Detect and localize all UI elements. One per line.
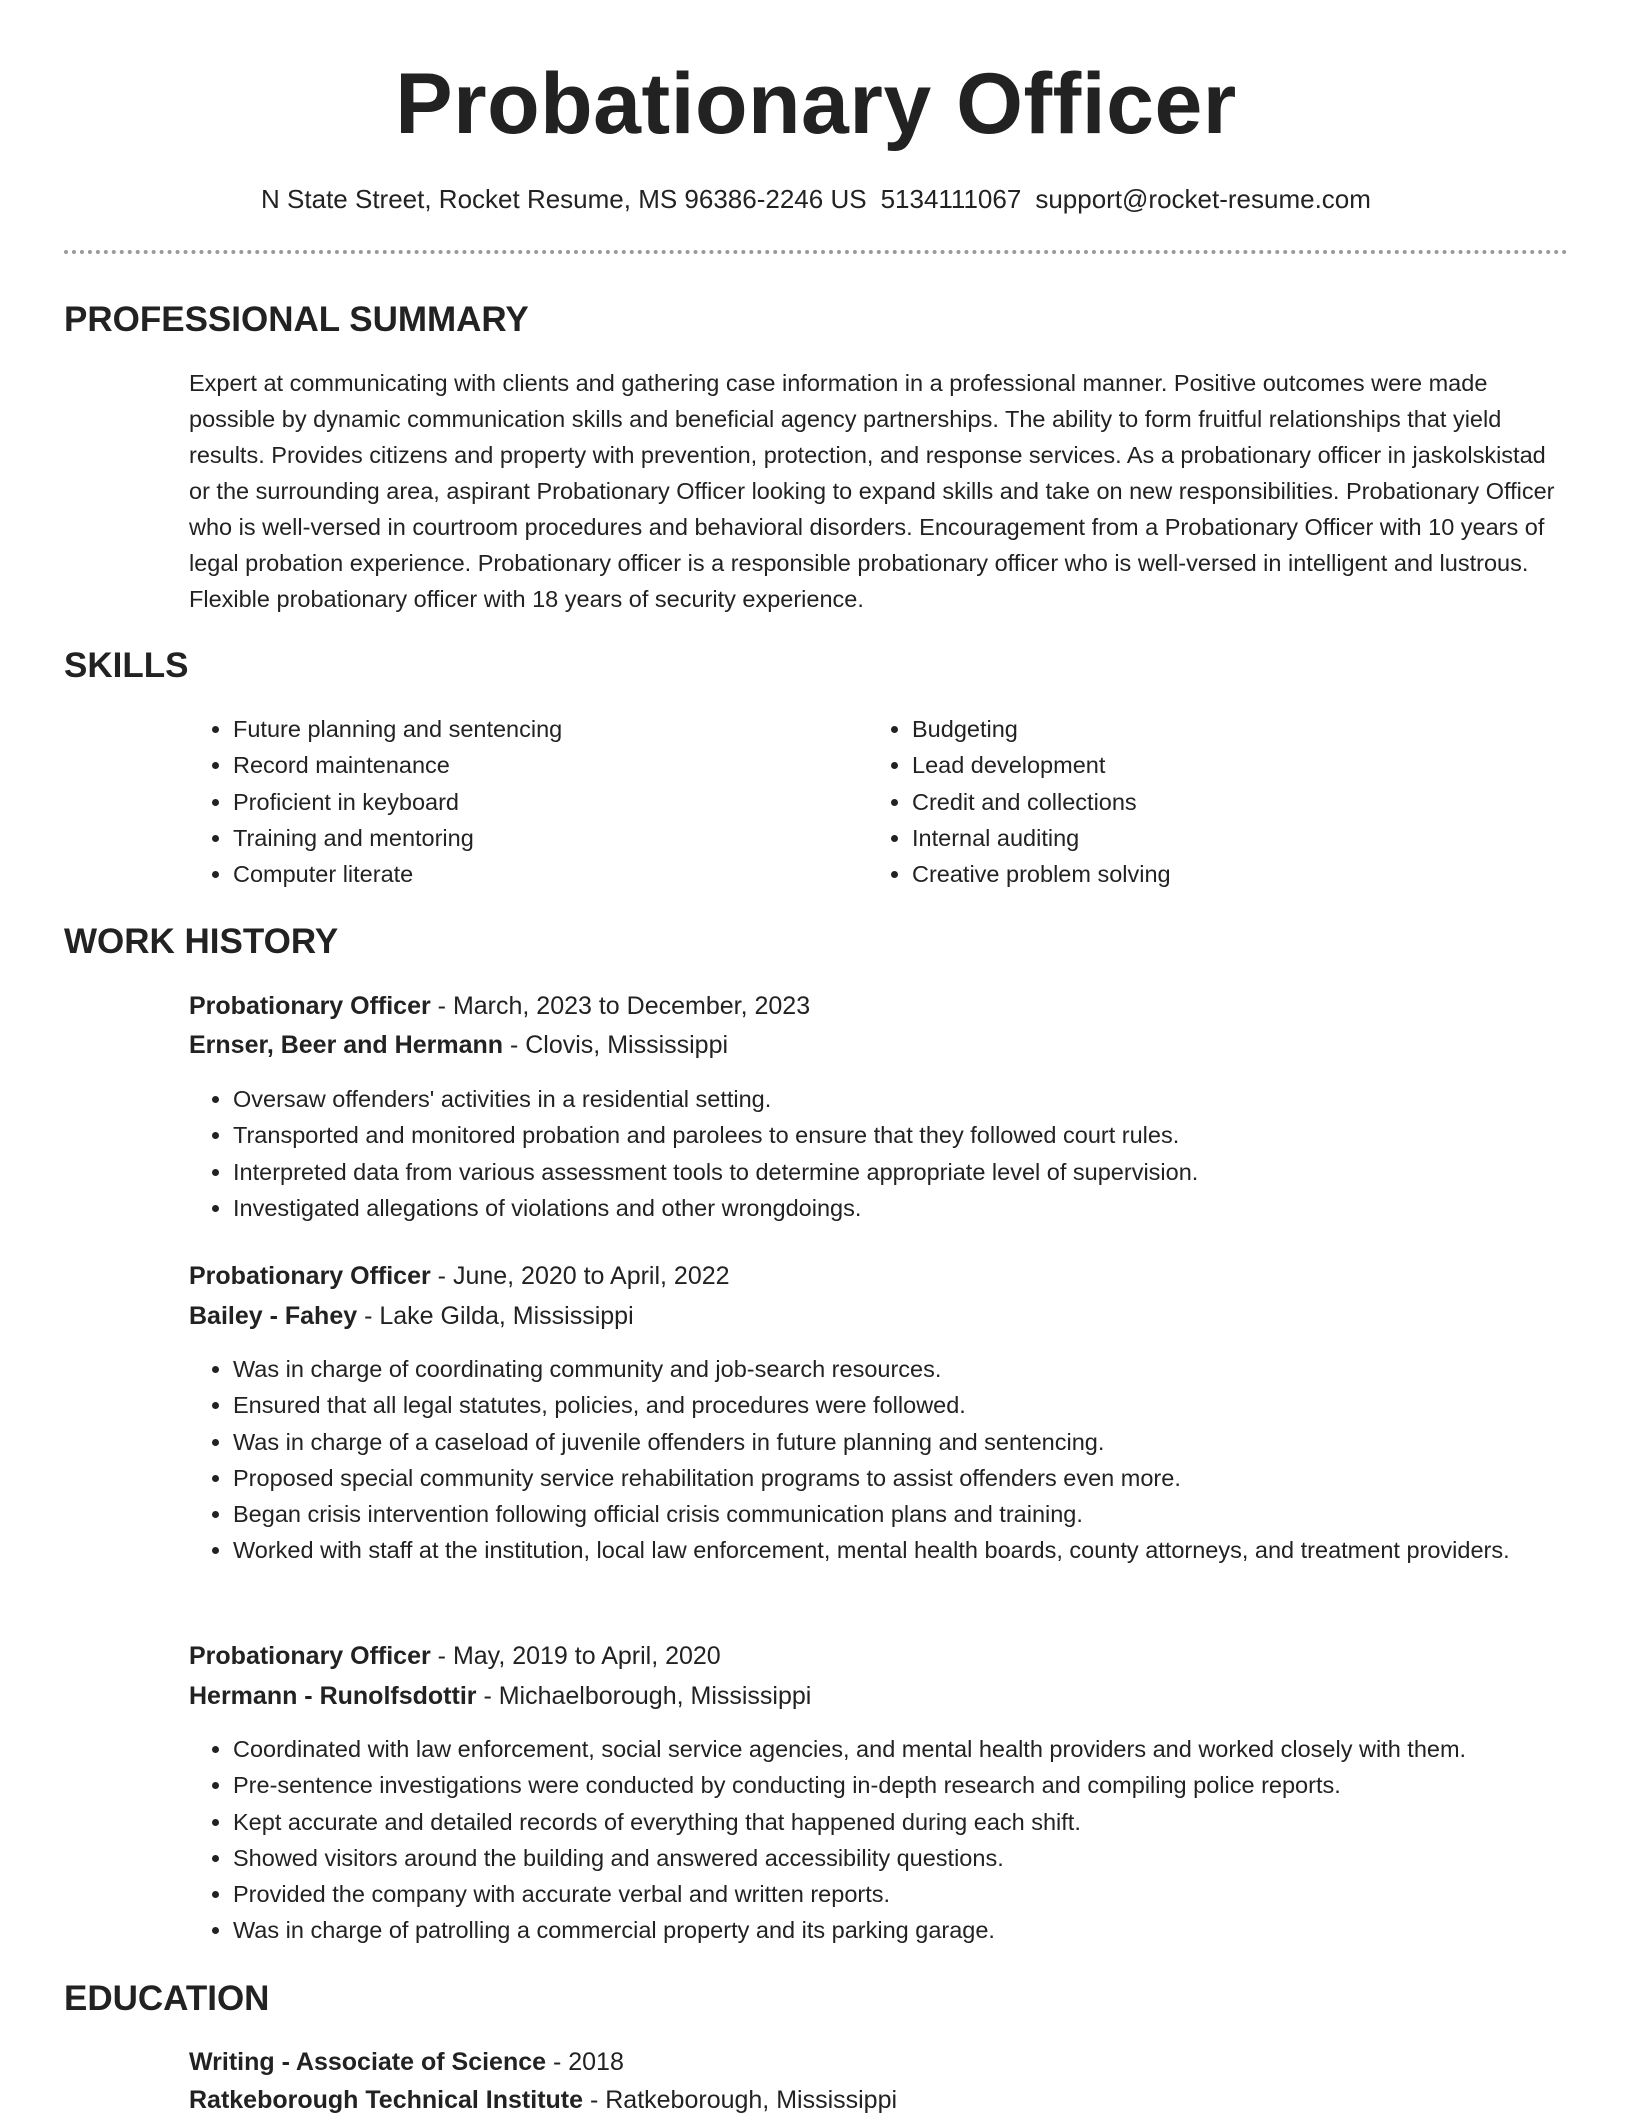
job-location: - Lake Gilda, Mississippi <box>357 1302 634 1330</box>
job-bullet: • Provided the company with accurate verbal and written reports. <box>233 1876 1632 1912</box>
contact-phone: 5134111067 <box>880 184 1022 214</box>
skills-list-left <box>189 711 853 892</box>
skill-item: • Budgeting <box>912 711 1532 747</box>
contact-address: N State Street, Rocket Resume, MS 96386-2246 US <box>261 184 867 214</box>
skill-item: • Internal auditing <box>912 820 1532 856</box>
job-location: - Clovis, Mississippi <box>503 1031 729 1059</box>
job-bullet: • Investigated allegations of violations and other wrongdoings. <box>233 1190 1613 1226</box>
job-bullets <box>189 1351 1573 1569</box>
job-bullet: • Was in charge of patrolling a commercial property and its parking garage. <box>233 1912 1632 1948</box>
education-school-line <box>189 2082 897 2118</box>
skill-item: • Creative problem solving <box>912 856 1532 892</box>
skill-item: • Credit and collections <box>912 784 1532 820</box>
job-title-line <box>189 1638 721 1674</box>
skill-item: • Future planning and sentencing <box>233 711 853 747</box>
skill-item: • Computer literate <box>233 856 853 892</box>
job-bullet: • Transported and monitored probation and parolees to ensure that they followed court rules. <box>233 1117 1613 1153</box>
job-company-line <box>189 1298 634 1334</box>
skill-item: • Training and mentoring <box>233 820 853 856</box>
job-dates: - June, 2020 to April, 2022 <box>430 1262 730 1290</box>
section-title-summary: PROFESSIONAL SUMMARY <box>64 300 529 339</box>
education-school: Ratkeborough Technical Institute <box>189 2086 584 2114</box>
job-company-line <box>189 1027 728 1063</box>
job-bullet: • Interpreted data from various assessment tools to determine appropriate level of supervision. <box>233 1154 1613 1190</box>
job-company: Bailey - Fahey <box>189 1302 358 1330</box>
job-bullet: • Oversaw offenders' activities in a residential setting. <box>233 1081 1613 1117</box>
job-bullet: • Pre-sentence investigations were conducted by conducting in-depth research and compiling police reports. <box>233 1767 1632 1803</box>
job-role: Probationary Officer <box>189 1642 431 1670</box>
job-bullets <box>189 1731 1632 1949</box>
job-bullet: • Showed visitors around the building and answered accessibility questions. <box>233 1840 1632 1876</box>
job-bullet: • Proposed special community service rehabilitation programs to assist offenders even more. <box>233 1460 1573 1496</box>
job-bullet: • Worked with staff at the institution, local law enforcement, mental health boards, county attorneys, and treatment providers. <box>233 1532 1573 1568</box>
section-title-work-history: WORK HISTORY <box>64 922 339 961</box>
job-bullet: • Ensured that all legal statutes, policies, and procedures were followed. <box>233 1387 1573 1423</box>
job-title-line <box>189 1258 730 1294</box>
summary-text: Expert at communicating with clients and gathering case information in a professional manner. Positive outcomes were made possible by dynamic communication skills and beneficial agency partnerships. The ability to form fruitful relationships that yield results. Provides citizens and property with prevention, protection, and response services. As a probationary officer in jaskolskistad or the surrounding area, aspirant Probationary Officer looking to expand skills and take on new responsibilities. Probationary Officer who is well-versed in courtroom procedures and behavioral disorders. Encouragement from a Probationary Officer with 10 years of legal probation experience. Probationary officer is a responsible probationary officer who is well-versed in intelligent and lustrous. Flexible probationary officer with 18 years of security experience. <box>189 370 1555 612</box>
header-divider <box>64 250 1568 254</box>
skill-item: • Proficient in keyboard <box>233 784 853 820</box>
section-title-skills: SKILLS <box>64 646 189 685</box>
resume-name-heading: Probationary Officer <box>395 56 1237 152</box>
job-location: - Michaelborough, Mississippi <box>476 1682 812 1710</box>
job-company: Hermann - Runolfsdottir <box>189 1682 477 1710</box>
job-bullet: • Was in charge of a caseload of juvenile offenders in future planning and sentencing. <box>233 1424 1573 1460</box>
job-bullets <box>189 1081 1613 1226</box>
education-degree: Writing - Associate of Science <box>189 2048 547 2076</box>
job-bullet: • Was in charge of coordinating community and job-search resources. <box>233 1351 1573 1387</box>
education-degree-line <box>189 2044 624 2080</box>
job-company-line <box>189 1678 811 1714</box>
skills-list-right <box>868 711 1532 892</box>
job-role: Probationary Officer <box>189 1262 431 1290</box>
job-bullet: • Coordinated with law enforcement, social service agencies, and mental health providers and worked closely with them. <box>233 1731 1632 1767</box>
job-company: Ernser, Beer and Hermann <box>189 1031 504 1059</box>
contact-email[interactable]: support@rocket-resume.com <box>1035 184 1371 214</box>
section-title-education: EDUCATION <box>64 1979 270 2018</box>
job-bullet: • Began crisis intervention following official crisis communication plans and training. <box>233 1496 1573 1532</box>
job-title-line <box>189 988 810 1024</box>
education-location: - Ratkeborough, Mississippi <box>583 2086 898 2114</box>
job-role: Probationary Officer <box>189 992 431 1020</box>
skill-item: • Record maintenance <box>233 747 853 783</box>
contact-line <box>0 181 1632 217</box>
job-dates: - May, 2019 to April, 2020 <box>430 1642 721 1670</box>
job-bullet: • Kept accurate and detailed records of everything that happened during each shift. <box>233 1804 1632 1840</box>
job-dates: - March, 2023 to December, 2023 <box>430 992 811 1020</box>
skill-item: • Lead development <box>912 747 1532 783</box>
education-year: - 2018 <box>546 2048 624 2076</box>
